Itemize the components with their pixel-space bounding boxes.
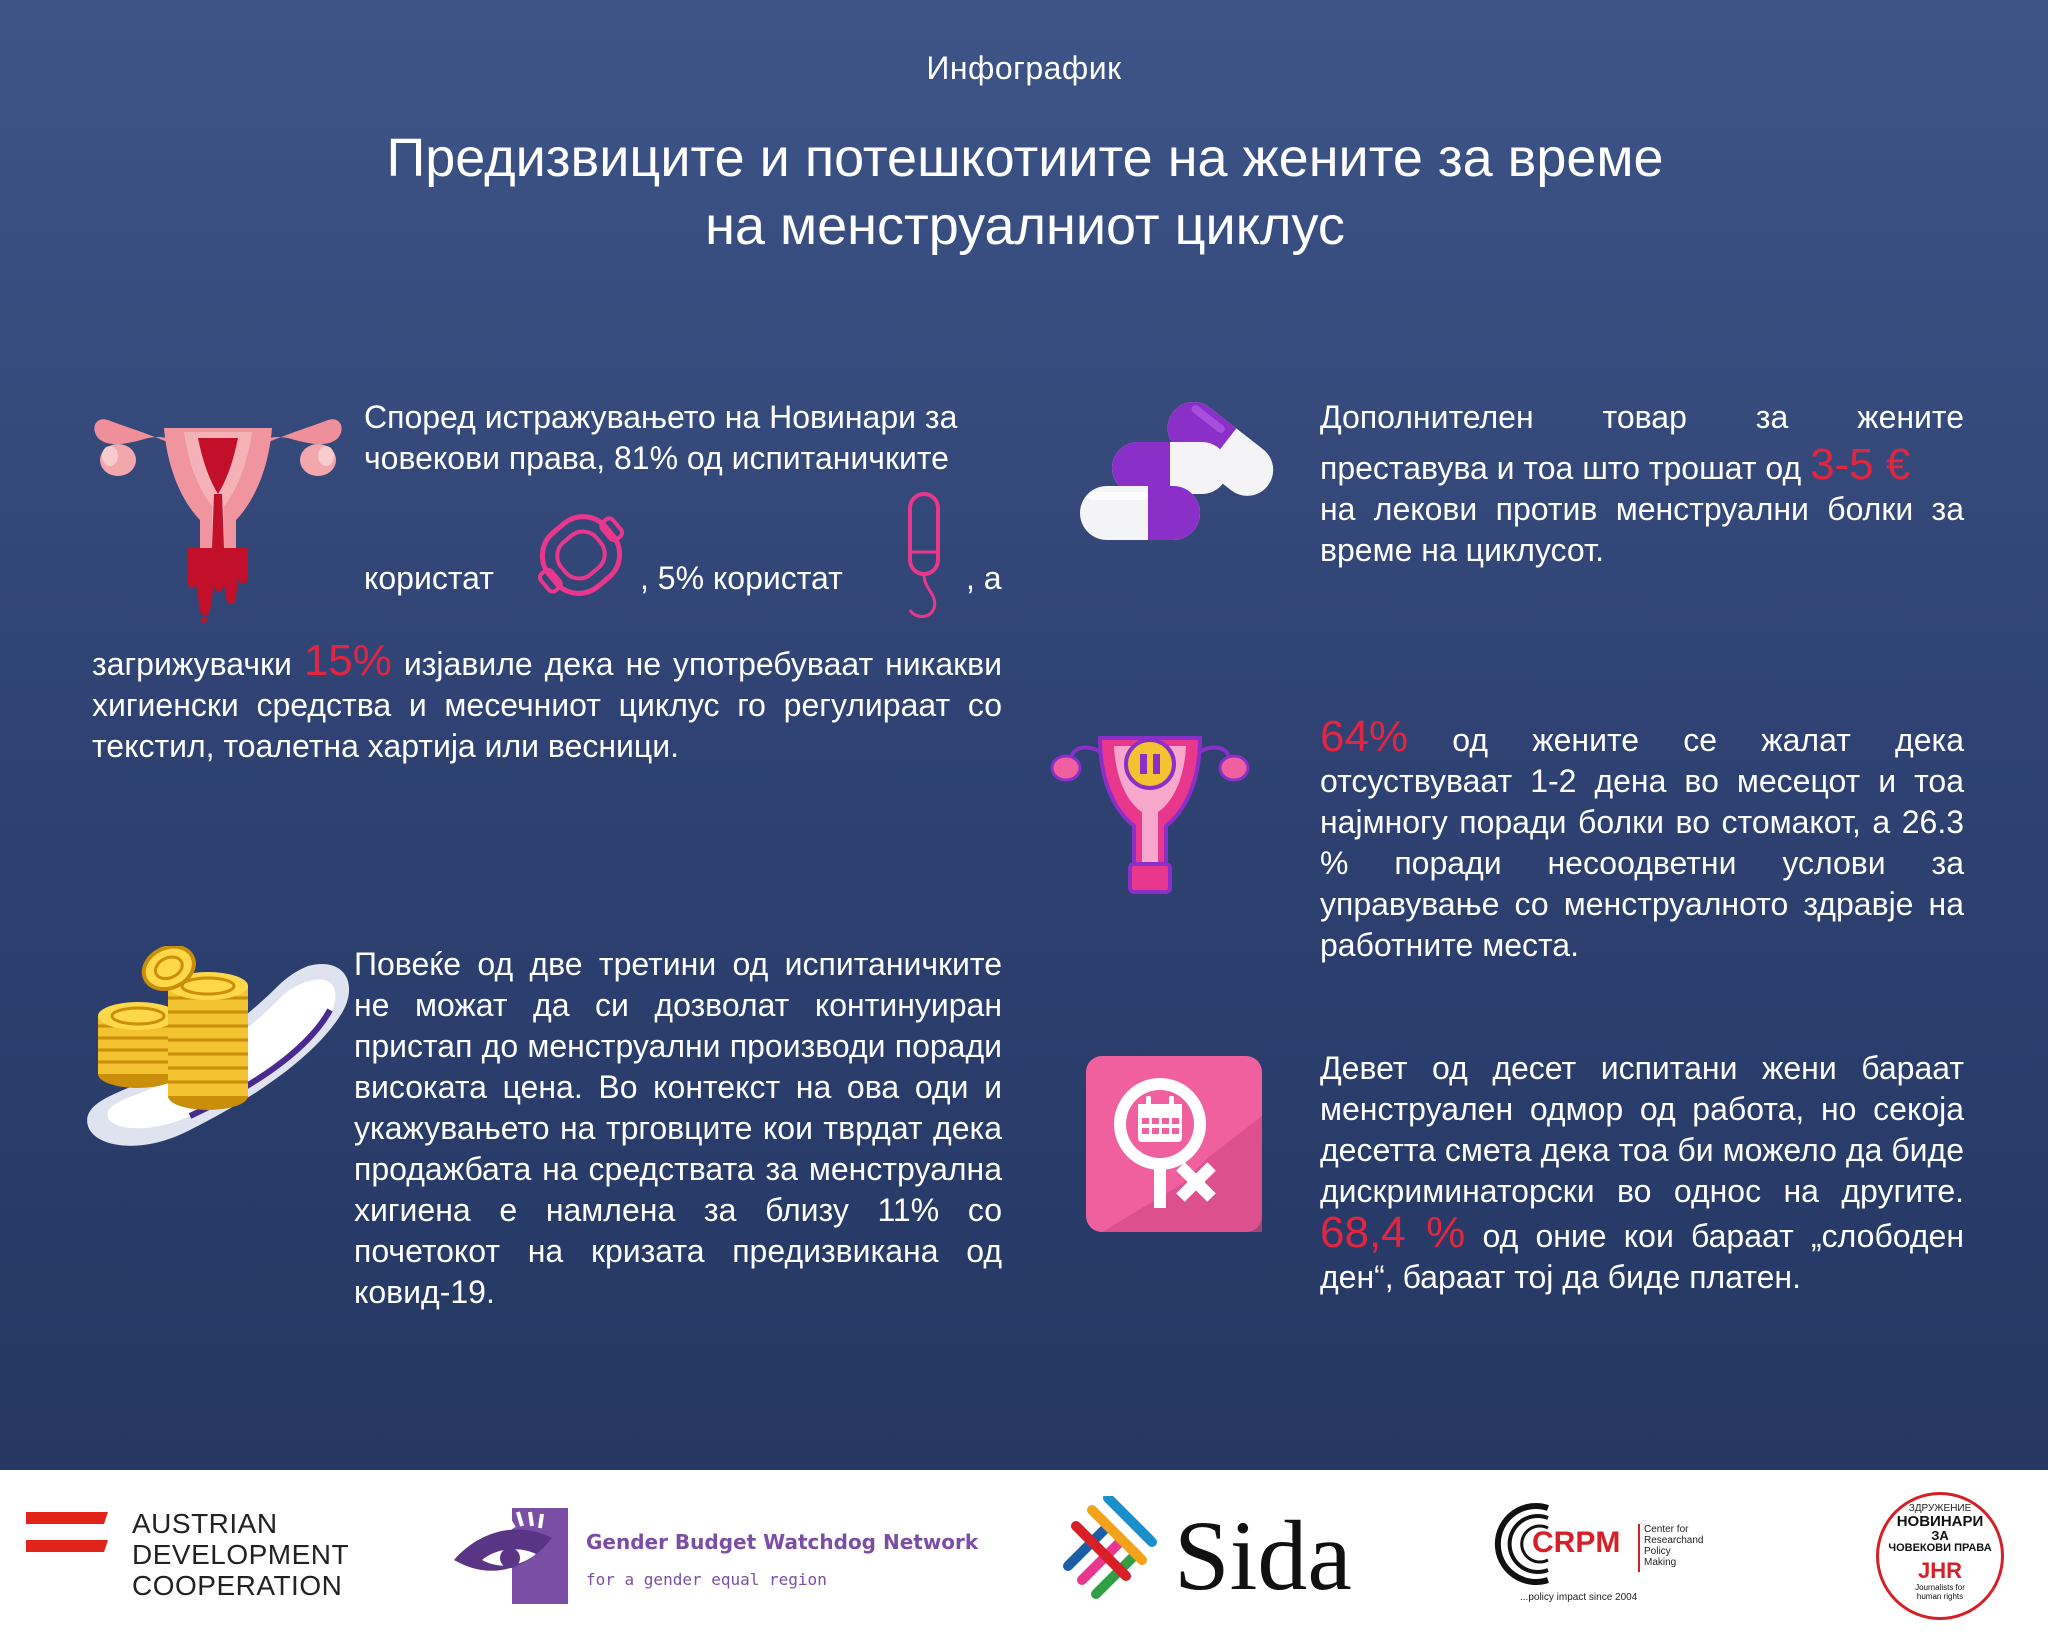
block1-use-a: користат bbox=[364, 560, 494, 596]
block3-paragraph bbox=[1320, 712, 1965, 966]
block1-highlight: 15% bbox=[303, 636, 392, 685]
block2-highlight: 3-5 € bbox=[1810, 440, 1911, 489]
jhr-bottom: Journalists for human rights bbox=[1915, 1583, 1965, 1601]
tampon-icon bbox=[894, 490, 954, 628]
infographic-title bbox=[250, 124, 1800, 260]
infographic-kicker: Инфографик bbox=[926, 50, 1122, 86]
austrian-flag-icon bbox=[26, 1512, 108, 1562]
eye-icon bbox=[452, 1508, 568, 1604]
jhr-top: ЗДРУЖЕНИЕ bbox=[1908, 1503, 1972, 1514]
block1-use-b: , 5% користат bbox=[640, 560, 843, 596]
crpm-logo bbox=[1488, 1496, 1708, 1616]
block5-text-start: Девет од десет испитани жени бараат менструален одмор од работа, но секоја десетта смета дека тоа би можело да биде дискриминаторски во однос на другите. bbox=[1320, 1050, 1964, 1209]
footer-logos bbox=[0, 1470, 2048, 1638]
title-line-1: Предизвиците и потешкотиите на жените за време bbox=[386, 128, 1664, 188]
block1-line1: Според истражувањето на Новинари за bbox=[364, 399, 958, 435]
ada-line-2: DEVELOPMENT bbox=[132, 1539, 350, 1570]
sida-logo bbox=[1048, 1492, 1368, 1622]
block2-paragraph bbox=[1320, 397, 1964, 571]
block5-text-end: од оние кои бараат „слободен ден“, бараат тој да биде платен. bbox=[1320, 1218, 1965, 1295]
gbwn-logo bbox=[452, 1508, 979, 1608]
block1-usage-row bbox=[364, 490, 1024, 630]
sida-wordmark: Sida bbox=[1174, 1500, 1352, 1611]
jhr-line-3: ЧОВЕКОВИ ПРАВА bbox=[1888, 1542, 1992, 1554]
sanitary-pad-icon bbox=[526, 500, 636, 610]
uterus-pain-icon bbox=[1050, 714, 1250, 896]
block1-rest: изјавиле дека не употребуваат никакви хигиенски средства и месечниот циклус го регулираат со текстил, тоалетна хартија или весници. bbox=[92, 646, 1003, 764]
block3-highlight: 64% bbox=[1320, 712, 1409, 761]
block5-highlight: 68,4 % bbox=[1320, 1208, 1466, 1257]
block1-start: загрижувачки bbox=[92, 646, 292, 682]
calendar-venus-icon bbox=[1086, 1056, 1262, 1232]
block2-line2 bbox=[1320, 438, 1964, 495]
jhr-logo bbox=[1876, 1492, 2004, 1620]
coins-pad-icon bbox=[78, 946, 358, 1152]
block1-use-c: , а bbox=[966, 560, 1002, 596]
block1-line2: човекови права, 81% од испитаничките bbox=[364, 440, 949, 476]
title-line-2: на менструалниот циклус bbox=[705, 196, 1345, 256]
ada-line-3: COOPERATION bbox=[132, 1570, 343, 1601]
block2-line3: на лекови против менструални болки за време на циклусот. bbox=[1320, 491, 1964, 568]
crpm-divider bbox=[1638, 1524, 1640, 1572]
sida-weave-icon bbox=[1048, 1496, 1160, 1606]
ada-logo bbox=[26, 1508, 356, 1608]
crpm-side-2: Researchand bbox=[1644, 1535, 1704, 1546]
jhr-line-2: ЗА bbox=[1931, 1528, 1949, 1543]
block4-paragraph bbox=[354, 944, 1002, 1313]
gbwn-name: Gender Budget Watchdog Network bbox=[586, 1530, 979, 1554]
block1-paragraph bbox=[92, 636, 1003, 767]
block3-text: од жените се жалат дека отсуствуваат 1-2 дена во месецот и тоа најмногу поради болки во стомакот, а 26.3 % поради несоодветни услови за управување со менструалното здравје на работните места. bbox=[1320, 722, 1965, 963]
block5-paragraph bbox=[1320, 1048, 1964, 1298]
block4-text bbox=[354, 944, 1002, 1313]
jhr-circle bbox=[1876, 1492, 2004, 1620]
crpm-tagline: ...policy impact since 2004 bbox=[1520, 1592, 1638, 1603]
crpm-side-1: Center for bbox=[1644, 1524, 1689, 1535]
ada-text bbox=[132, 1508, 349, 1601]
pills-icon bbox=[1076, 398, 1276, 548]
crpm-side-3: Policy bbox=[1644, 1546, 1671, 1557]
crpm-side-text bbox=[1644, 1524, 1703, 1568]
crpm-side-4: Making bbox=[1644, 1557, 1677, 1568]
jhr-line-1: НОВИНАРИ bbox=[1896, 1513, 1984, 1530]
block2-line1: Дополнителен товар за жените bbox=[1320, 399, 1964, 435]
block1-intro bbox=[364, 397, 1002, 479]
block4-body: Повеќе од две третини од испитаничките не можат да си дозволат континуиран пристап до менструални производи поради високата цена. Во контекст на ова оди и укажувањето на трговците кои тврдат дека продажбата на средствата за менструална хигиена е намлена за близу 11% со почетокот на кризата предизвикана од ковид-19. bbox=[354, 946, 1002, 1310]
uterus-blood-icon bbox=[88, 398, 348, 623]
crpm-wordmark: CRPM bbox=[1532, 1526, 1621, 1559]
jhr-abbr: JHR bbox=[1917, 1558, 1962, 1583]
gbwn-tagline: for a gender equal region bbox=[586, 1570, 827, 1589]
ada-line-1: AUSTRIAN bbox=[132, 1508, 278, 1539]
block2-line2-start: преставува и тоа што трошат од bbox=[1320, 450, 1802, 486]
